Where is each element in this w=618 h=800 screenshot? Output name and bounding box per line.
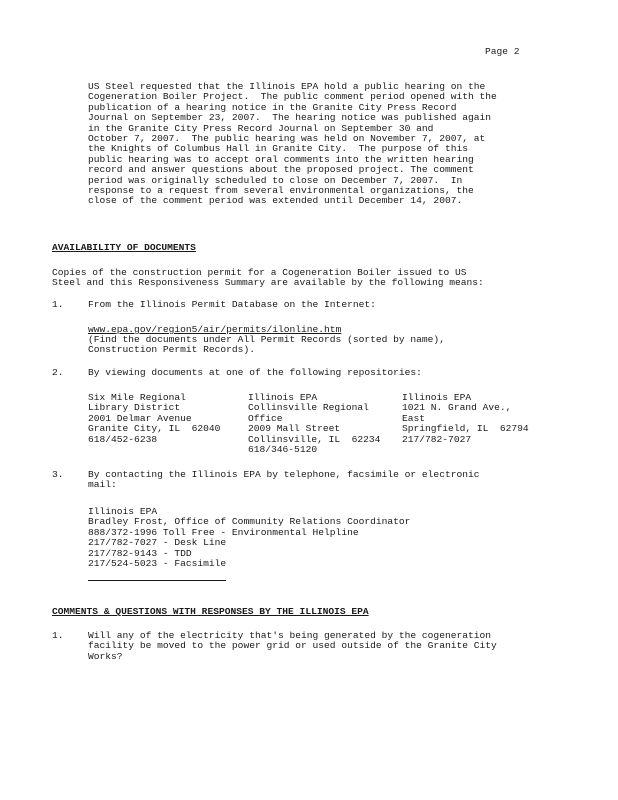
- repository-line: Collinsville, IL 62234: [248, 433, 381, 445]
- item-3-line: By contacting the Illinois EPA by telephone, facsimile or electronic: [88, 469, 480, 480]
- contact-line: 217/782-9143 - TDD: [88, 547, 192, 559]
- question-1-line: Works?: [88, 650, 123, 662]
- divider-line: [88, 580, 226, 581]
- intro-line: October 7, 2007. The public hearing was held on November 7, 2007, at: [88, 133, 486, 145]
- repository-line: 1021 N. Grand Ave.,: [402, 402, 512, 414]
- intro-line: in the Granite City Press Record Journal on September 30 and: [88, 122, 434, 134]
- availability-heading: AVAILABILITY OF DOCUMENTS: [52, 242, 196, 253]
- intro-line: response to a request from several environmental organizations, the: [88, 185, 474, 197]
- repository-line: Six Mile Regional: [88, 392, 186, 403]
- repository-line: 2009 Mall Street: [248, 423, 341, 435]
- page-number: Page 2: [485, 46, 520, 57]
- intro-line: close of the comment period was extended until December 14, 2007.: [88, 195, 463, 207]
- repository-line: Illinois EPA: [402, 392, 472, 403]
- intro-line: publication of a hearing notice in the Granite City Press Record: [88, 101, 457, 113]
- repository-six-mile: [88, 393, 220, 445]
- intro-line: Journal on September 23, 2007. The hearing notice was published again: [88, 112, 492, 124]
- repository-line: Illinois EPA: [248, 392, 318, 403]
- comments-heading: COMMENTS & QUESTIONS WITH RESPONSES BY THE ILLINOIS EPA: [52, 606, 369, 617]
- intro-line: record and answer questions about the proposed project. The comment: [88, 164, 474, 176]
- repository-line: 217/782-7027: [402, 433, 472, 445]
- repository-line: 618/452-6238: [88, 433, 158, 445]
- intro-line: Cogeneration Boiler Project. The public comment period opened with the: [88, 91, 497, 103]
- question-1-text: [88, 631, 497, 662]
- question-1-number: 1.: [52, 630, 64, 641]
- repository-line: Springfield, IL 62794: [402, 423, 529, 435]
- repository-springfield: [402, 393, 529, 445]
- item-1-note: [88, 335, 445, 356]
- contact-line: Bradley Frost, Office of Community Relations Coordinator: [88, 516, 411, 528]
- intro-line: US Steel requested that the Illinois EPA hold a public hearing on the: [88, 81, 486, 92]
- contact-line: 888/372-1996 Toll Free - Environmental Helpline: [88, 526, 359, 538]
- repository-line: Library District: [88, 402, 181, 414]
- item-3-text: [88, 470, 480, 491]
- contact-block: [88, 507, 410, 569]
- item-2-number: 2.: [52, 367, 64, 378]
- contact-line: Illinois EPA: [88, 506, 158, 517]
- contact-line: 217/524-5023 - Facsimile: [88, 558, 227, 570]
- availability-paragraph: [52, 268, 484, 289]
- repository-line: East: [402, 412, 426, 424]
- item-3-number: 3.: [52, 469, 64, 480]
- item-3-line: mail:: [88, 479, 117, 491]
- availability-line: Steel and this Responsiveness Summary are available by the following means:: [52, 277, 484, 289]
- item-1-note-line: Construction Permit Records).: [88, 344, 255, 356]
- item-1-text: From the Illinois Permit Database on the Internet:: [88, 299, 376, 310]
- repository-line: 618/346-5120: [248, 444, 318, 456]
- contact-line: 217/782-7027 - Desk Line: [88, 537, 227, 549]
- intro-line: the Knights of Columbus Hall in Granite City. The purpose of this: [88, 143, 468, 155]
- item-1-number: 1.: [52, 299, 64, 310]
- intro-line: public hearing was to accept oral comments into the written hearing: [88, 153, 474, 165]
- question-1-line: Will any of the electricity that's being generated by the cogeneration: [88, 630, 492, 641]
- availability-line: Copies of the construction permit for a Cogeneration Boiler issued to US: [52, 267, 467, 278]
- repository-line: Office: [248, 412, 283, 424]
- repository-line: Collinsville Regional: [248, 402, 369, 414]
- repository-line: 2001 Delmar Avenue: [88, 412, 192, 424]
- repository-collinsville: [248, 393, 380, 455]
- item-1-note-line: (Find the documents under All Permit Records (sorted by name),: [88, 334, 445, 345]
- question-1-line: facility be moved to the power grid or used outside of the Granite City: [88, 640, 497, 652]
- repository-line: Granite City, IL 62040: [88, 423, 221, 435]
- intro-paragraph: [88, 82, 497, 207]
- permit-database-link[interactable]: www.epa.gov/region5/air/permits/ilonline.htm: [88, 324, 342, 335]
- intro-line: period was originally scheduled to close on December 7, 2007. In: [88, 174, 463, 186]
- item-2-text: By viewing documents at one of the following repositories:: [88, 367, 422, 378]
